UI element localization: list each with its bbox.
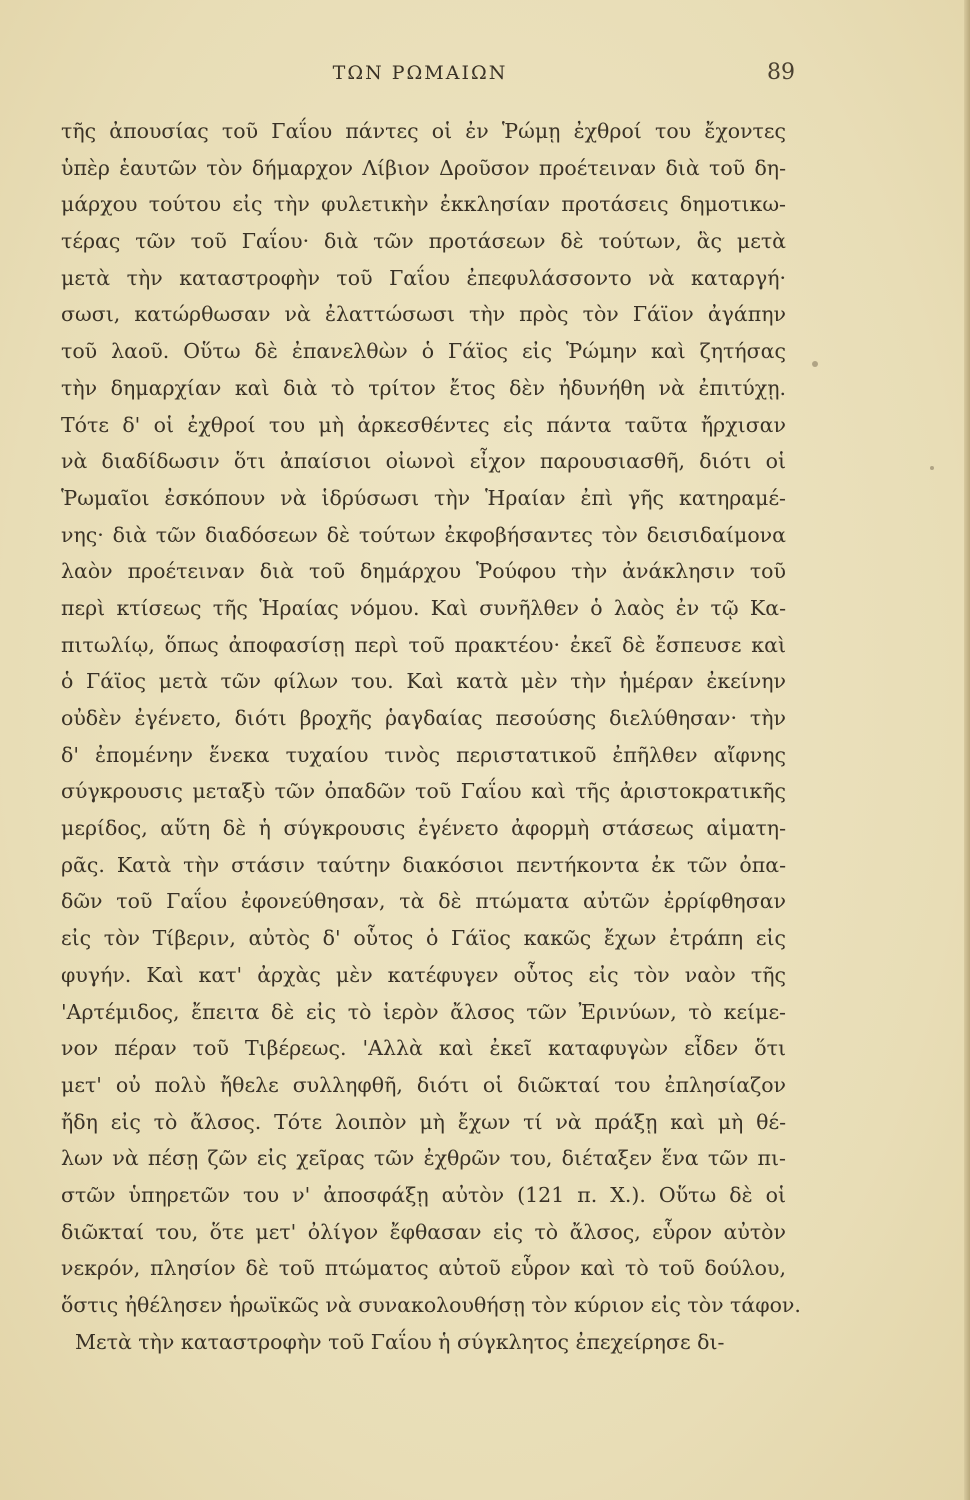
text-line: στῶν ὑπηρετῶν του ν' ἀποσφάξῃ αὐτὸν (121 π. Χ.). Οὕτω δὲ οἱ: [61, 1182, 786, 1207]
text-line: Τότε δ' οἱ ἐχθροί του μὴ ἀρκεσθέντες εἰς πάντα ταῦτα ἤρχισαν: [61, 412, 786, 437]
text-line: μάρχου τούτου εἰς τὴν φυλετικὴν ἐκκλησίαν προτάσεις δημοτικω-: [61, 192, 786, 217]
text-line: 'Αρτέμιδος, ἔπειτα δὲ εἰς τὸ ἱερὸν ἄλσος τῶν Ἐρινύων, τὸ κείμε-: [61, 999, 786, 1024]
text-line: ὁ Γάϊος μετὰ τῶν φίλων του. Καὶ κατὰ μὲν τὴν ἡμέραν ἐκείνην: [61, 669, 786, 694]
running-head: [0, 60, 970, 90]
text-line: νεκρόν, πλησίον δὲ τοῦ πτώματος αὐτοῦ εὗρον καὶ τὸ τοῦ δούλου,: [61, 1256, 786, 1281]
text-line: Ῥωμαῖοι ἐσκόπουν νὰ ἱδρύσωσι τὴν Ἡραίαν ἐπὶ γῆς κατηραμέ-: [61, 485, 786, 510]
text-line: μερίδος, αὕτη δὲ ἡ σύγκρουσις ἐγένετο ἀφορμὴ στάσεως αἱματη-: [61, 816, 786, 841]
text-line: μετ' οὐ πολὺ ἤθελε συλληφθῆ, διότι οἱ διῶκταί του ἐπλησίαζον: [61, 1072, 786, 1097]
page-number: 89: [767, 60, 795, 85]
text-line: μετὰ τὴν καταστροφὴν τοῦ Γαΐου ἐπεφυλάσσοντο νὰ καταργή·: [61, 265, 786, 290]
text-line: δῶν τοῦ Γαΐου ἐφονεύθησαν, τὰ δὲ πτώματα αὐτῶν ἐρρίφθησαν: [61, 889, 786, 914]
paper-speck: [812, 361, 818, 367]
text-line: ρᾶς. Κατὰ τὴν στάσιν ταύτην διακόσιοι πεντήκοντα ἐκ τῶν ὀπα-: [61, 852, 786, 877]
running-title: ΤΩΝ ΡΩΜΑΙΩΝ: [332, 62, 508, 84]
text-line: δ' ἐπομένην ἕνεκα τυχαίου τινὸς περιστατικοῦ ἐπῆλθεν αἴφνης: [61, 742, 786, 767]
text-line: τέρας τῶν τοῦ Γαΐου· διὰ τῶν προτάσεων δὲ τούτων, ἃς μετὰ: [61, 229, 786, 254]
paper-speck: [930, 466, 934, 470]
text-line: Μετὰ τὴν καταστροφὴν τοῦ Γαΐου ἡ σύγκλητος ἐπεχείρησε δι-: [75, 1329, 725, 1354]
text-line: οὐδὲν ἐγένετο, διότι βροχῆς ῥαγδαίας πεσούσης διελύθησαν· τὴν: [61, 706, 786, 730]
text-line: σωσι, κατώρθωσαν νὰ ἐλαττώσωσι τὴν πρὸς τὸν Γάϊον ἀγάπην: [61, 302, 786, 327]
text-line: νὰ διαδίδωσιν ὅτι ἀπαίσιοι οἰωνοὶ εἶχον παρουσιασθῆ, διότι οἱ: [61, 449, 786, 474]
text-line: ὅστις ἠθέλησεν ἡρωϊκῶς νὰ συνακολουθήσῃ τὸν κύριον εἰς τὸν τάφον.: [61, 1293, 801, 1317]
text-line: τὴν δημαρχίαν καὶ διὰ τὸ τρίτον ἔτος δὲν ἠδυνήθη νὰ ἐπιτύχῃ.: [61, 375, 786, 400]
text-line: πιτωλίῳ, ὅπως ἀποφασίσῃ περὶ τοῦ πρακτέου· ἐκεῖ δὲ ἔσπευσε καὶ: [61, 632, 786, 657]
text-line: νης· διὰ τῶν διαδόσεων δὲ τούτων ἐκφοβήσαντες τὸν δεισιδαίμονα: [61, 522, 786, 547]
text-line: ἤδη εἰς τὸ ἄλσος. Τότε λοιπὸν μὴ ἔχων τί νὰ πράξῃ καὶ μὴ θέ-: [61, 1109, 786, 1134]
text-line: περὶ κτίσεως τῆς Ἡραίας νόμου. Καὶ συνῆλθεν ὁ λαὸς ἐν τῷ Κα-: [61, 595, 786, 620]
text-line: νον πέραν τοῦ Τιβέρεως. 'Αλλὰ καὶ ἐκεῖ καταφυγὼν εἶδεν ὅτι: [61, 1036, 786, 1061]
text-line: τοῦ λαοῦ. Οὕτω δὲ ἐπανελθὼν ὁ Γάϊος εἰς Ῥώμην καὶ ζητήσας: [61, 339, 786, 364]
text-line: ὑπὲρ ἑαυτῶν τὸν δήμαρχον Λίβιον Δροῦσον προέτειναν διὰ τοῦ δη-: [61, 155, 786, 180]
text-line: σύγκρουσις μεταξὺ τῶν ὀπαδῶν τοῦ Γαΐου καὶ τῆς ἀριστοκρατικῆς: [61, 779, 786, 804]
body-text: [61, 113, 801, 1360]
text-line: εἰς τὸν Τίβεριν, αὐτὸς δ' οὗτος ὁ Γάϊος κακῶς ἔχων ἐτράπη εἰς: [61, 926, 786, 951]
text-line: φυγήν. Καὶ κατ' ἀρχὰς μὲν κατέφυγεν οὗτος εἰς τὸν ναὸν τῆς: [61, 962, 786, 987]
text-line: τῆς ἀπουσίας τοῦ Γαΐου πάντες οἱ ἐν Ῥώμῃ ἐχθροί του ἔχοντες: [61, 119, 786, 143]
text-line: λων νὰ πέσῃ ζῶν εἰς χεῖρας τῶν ἐχθρῶν του, διέταξεν ἕνα τῶν πι-: [61, 1146, 786, 1171]
page-edge: [964, 0, 970, 1500]
text-line: λαὸν προέτειναν διὰ τοῦ δημάρχου Ῥούφου τὴν ἀνάκλησιν τοῦ: [61, 559, 786, 584]
text-line: διῶκταί του, ὅτε μετ' ὀλίγον ἔφθασαν εἰς τὸ ἄλσος, εὗρον αὐτὸν: [61, 1219, 786, 1244]
